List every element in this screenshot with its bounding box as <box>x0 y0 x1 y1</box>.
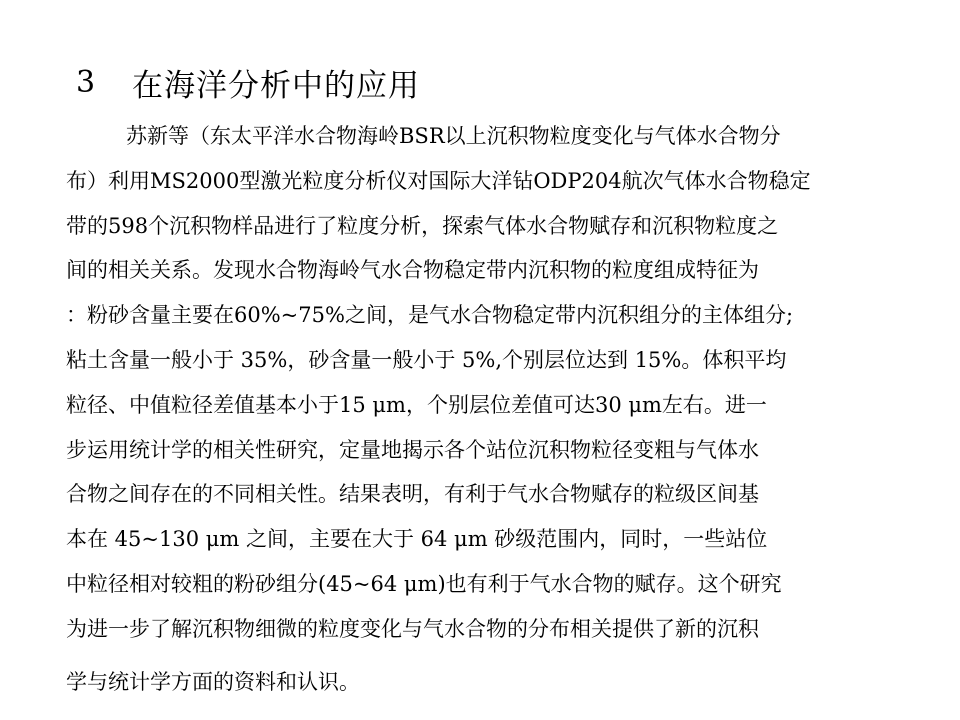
section-title: 在海洋分析中的应用 <box>132 67 420 104</box>
paragraph-line: 学与统计学方面的资料和认识。 <box>66 669 360 694</box>
paragraph-line: 粘土含量一般小于 35%，砂含量一般小于 5%,个别层位达到 15%。体积平均 <box>66 347 787 372</box>
paragraph-line: ：粉砂含量主要在60%~75%之间，是气水合物稳定带内沉积组分的主体组分; <box>66 303 794 328</box>
paragraph-line: 间的相关关系。发现水合物海岭气水合物稳定带内沉积物的粒度组成特征为 <box>66 258 759 283</box>
section-number: 3 <box>76 64 96 100</box>
section-heading <box>72 56 420 108</box>
paragraph-line: 为进一步了解沉积物细微的粒度变化与气水合物的分布相关提供了新的沉积 <box>66 616 759 641</box>
paragraph-line: 合物之间存在的不同相关性。结果表明，有利于气水合物赋存的粒级区间基 <box>66 482 759 507</box>
body-paragraph <box>66 114 886 704</box>
paragraph-line: 布）利用MS2000型激光粒度分析仪对国际大洋钻ODP204航次气体水合物稳定 <box>66 168 811 193</box>
paragraph-line: 粒径、中值粒径差值基本小于15 μm，个别层位差值可达30 μm左右。进一 <box>66 392 767 417</box>
paragraph-line: 本在 45~130 μm 之间，主要在大于 64 μm 砂级范围内，同时，一些站位 <box>66 527 768 552</box>
paragraph-line: 步运用统计学的相关性研究，定量地揭示各个站位沉积物粒径变粗与气体水 <box>66 437 759 462</box>
paragraph-line: 苏新等（东太平洋水合物海岭BSR以上沉积物粒度变化与气体水合物分 <box>126 124 781 148</box>
paragraph-line: 带的598个沉积物样品进行了粒度分析，探索气体水合物赋存和沉积物粒度之 <box>66 213 779 238</box>
paragraph-line: 中粒径相对较粗的粉砂组分(45~64 μm)也有利于气水合物的赋存。这个研究 <box>66 571 782 596</box>
